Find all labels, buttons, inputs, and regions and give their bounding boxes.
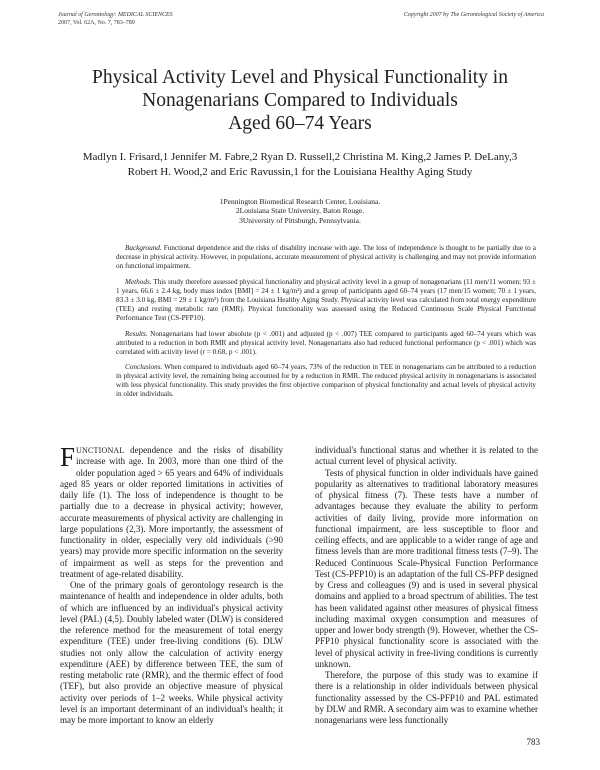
- body-column-left: [60, 442, 283, 726]
- title-line: Physical Activity Level and Physical Functionality in: [92, 67, 508, 88]
- abstract-text: This study therefore assessed physical functionality and physical activity level in a group of nonagenarians (11 men/11 women; 93 ± 1 years, 66.6 ± 2.4 kg, body mass index [BMI] = 24 ± 1 kg/m²) and a group of participants aged 60–74 years (17 men/15 women; 70 ± 1 years, 83.3 ± 3.0 kg, BMI = 29 ± 1 kg/m²) from the Louisiana Healthy Aging Study. Physical activity level was calculated from total energy expenditure (TEE) and resting metabolic rate (RMR). Physical functionality was assessed using the Reduced Continuous Scale Physical Functional Performance Test (CS-PFP10).: [116, 277, 536, 323]
- body-paragraph: Therefore, the purpose of this study was to examine if there is a relationship in older individuals between physical functionality assessed by the CS-PFP10 and PAL estimated by DLW and RMR. A secondary aim was to examine whether nonagenarians were less functionally: [315, 670, 538, 725]
- abstract-label: Conclusions.: [125, 363, 163, 372]
- abstract-label: Results.: [125, 329, 148, 338]
- abstract-text: When compared to individuals aged 60–74 years, 73% of the reduction in TEE in nonagenarians can be attributed to a reduction in physical activity level, the remaining being accounted for by a reduction in RMR. The reduced physical activity in nonagenarians is associated with less physical functionality. This study provides the first objective comparison of physical functionality and actual levels of physical activity in older individuals.: [116, 363, 536, 399]
- author-list: [40, 150, 560, 179]
- abstract-results: [116, 330, 536, 357]
- copyright-text: Copyright 2007 by The Gerontological Society of America: [403, 12, 544, 18]
- page-number: 783: [526, 737, 540, 747]
- abstract-text: Functional dependence and the risks of disability increase with age. The loss of independence is thought to be partially due to a decrease in physical activity. However, in populations, accurate measurement of physical activity is challenging and may not provide information on functional impairment.: [116, 244, 536, 271]
- affiliation: 1Pennington Biomedical Research Center, Louisiana.: [219, 197, 381, 206]
- affiliation: 3University of Pittsburgh, Pennsylvania.: [239, 215, 361, 225]
- body-paragraph: Tests of physical function in older individuals have gained popularity as alternatives to traditional laboratory measures of physical fitness (7). These tests have a number of advantages because they evaluate the ability to perform activities of daily living, provide more information on functional impairment, are less susceptible to floor and ceiling effects, and are applicable to a wider range of age and fitness levels than are more traditional fitness tests (7–9). The Reduced Continuous Scale-Physical Function Performance Test (CS-PFP10) is an adaptation of the full CS-PFP designed by Cress and colleagues (9) and is used in several physical domains and applied to a broad spectrum of abilities. The test has been validated against other measures of physical fitness including maximal oxygen consumption and measures of upper and lower body strength (9). However, whether the CS-PFP10 physical functionality score is associated with the level of physical activity in free-living conditions is currently unknown.: [315, 467, 538, 669]
- body-paragraph: One of the primary goals of gerontology research is the maintenance of health and independence in older adults, both of which are influenced by an individual's physical activity level (PAL) (4,5). Doubly labeled water (DLW) is considered the reference method for the measurement of total energy expenditure (TEE) under free-living conditions (6). DLW studies not only allow the calculation of activity energy expenditure (AEE) by difference between TEE, the sum of resting metabolic rate (RMR), and the thermic effect of food (TEF), but also provide an objective measure of physical activity over periods of 1–2 weeks. While physical activity level is an important determinant of an individual's health; it may be more important to know an elderly: [60, 580, 283, 725]
- abstract-label: Background.: [125, 244, 162, 252]
- title-line: Nonagenarians Compared to Individuals: [142, 90, 458, 111]
- abstract-label: Methods.: [125, 277, 152, 286]
- journal-header: [58, 12, 173, 27]
- copyright-header: [404, 12, 544, 20]
- affiliations: [40, 197, 560, 225]
- author-line: Robert H. Wood,2 and Eric Ravussin,1 for the Louisiana Healthy Aging Study: [127, 165, 473, 178]
- lead-word: UNCTIONAL: [76, 446, 125, 455]
- volume-line: 2007, Vol. 62A, No. 7, 783–789: [58, 19, 135, 26]
- body-paragraph: [60, 442, 283, 580]
- abstract-background: [116, 244, 536, 271]
- body-column-right: [315, 445, 538, 726]
- author-line: Madlyn I. Frisard,1 Jennifer M. Fabre,2 Ryan D. Russell,2 Christina M. King,2 James P. DeLany,3: [82, 151, 518, 163]
- article-title: [40, 66, 560, 135]
- journal-name: Journal of Gerontology:: [58, 12, 117, 18]
- abstract-conclusions: [116, 363, 536, 399]
- title-line: Aged 60–74 Years: [228, 113, 372, 134]
- abstract: [116, 244, 536, 406]
- body-paragraph: individual's functional status and whether it is related to the actual current level of physical activity.: [315, 445, 538, 467]
- abstract-text: Nonagenarians had lower absolute (p < .001) and adjusted (p < .007) TEE compared to participants aged 60–74 years which was attributed to a reduction in both RMR and physical activity level. Nonagenarians also had reduced functional performance (p < .001) which was correlated with activity level (r = 0.68, p < .001).: [116, 329, 536, 356]
- affiliation: 2Louisiana State University, Baton Rouge.: [235, 206, 365, 216]
- drop-cap: F: [60, 442, 76, 472]
- abstract-methods: [116, 278, 536, 323]
- journal-section: MEDICAL SCIENCES: [117, 12, 173, 18]
- paragraph-text: dependence and the risks of disability increase with age. In 2003, more than one third of the older population aged > 65 years and 64% of individuals aged 85 years or older reported limitations in activities of daily life (1). The loss of independence is thought to be partially due to a decrease in physical activity; however, accurate measurements of physical activity are challenging in large populations (2,3). More importantly, the assessment of functionality in older, especially very old individuals (>90 years) may provide more specific information on the severity of impairment as well as steps for the prevention and treatment of age-related disability.: [60, 445, 283, 579]
